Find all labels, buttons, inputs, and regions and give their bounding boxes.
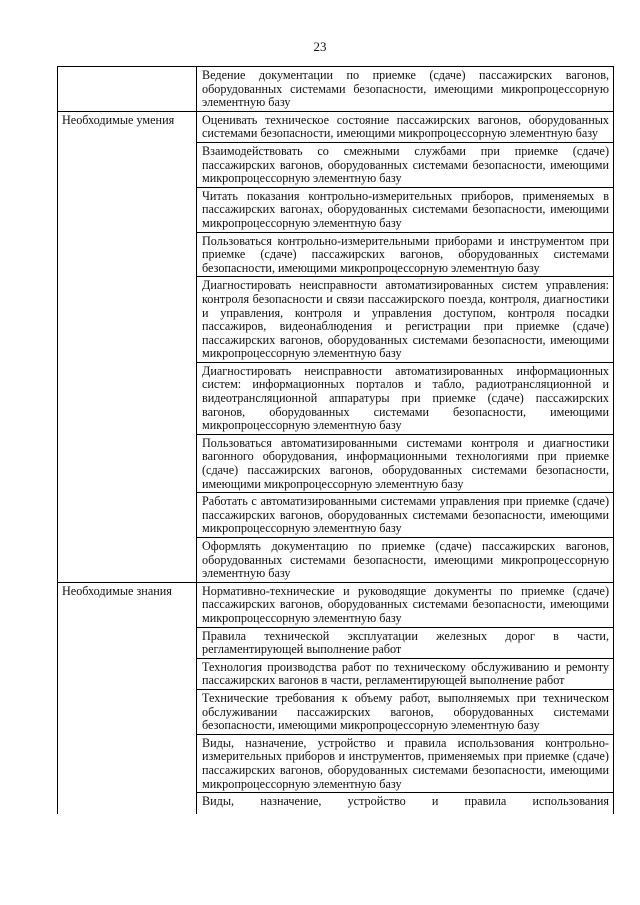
table-cell: Взаимодействовать со смежными службами при приемке (сдаче) пассажирских вагонов, оборудованных системами безопасности, имеющими микропроцессорную элементную базу — [197, 142, 614, 187]
row-label — [58, 67, 197, 112]
table-row — [58, 111, 614, 142]
table-row — [58, 67, 614, 112]
table-cell: Диагностировать неисправности автоматизированных информационных систем: информационных порталов и табло, радиотрансляционной и видеотрансляционной аппаратуры при приемке (сдаче) пассажирских вагонов, оборудованных системами безопасности, имеющими микропроцессорную элементную базу — [197, 362, 614, 434]
table-cell: Виды, назначение, устройство и правила использования — [197, 793, 614, 815]
table-cell: Технология производства работ по техническому обслуживанию и ремонту пассажирских вагонов в части, регламентирующей выполнение работ — [197, 658, 614, 689]
table-cell: Читать показания контрольно-измерительных приборов, применяемых в пассажирских вагонах, оборудованных системами безопасности, имеющими микропроцессорную элементную базу — [197, 187, 614, 232]
table-cell: Пользоваться контрольно-измерительными приборами и инструментом при приемке (сдаче) пассажирских вагонов, оборудованных системами безопасности, имеющими микропроцессорную элементную базу — [197, 232, 614, 277]
table-cell: Правила технической эксплуатации железных дорог в части, регламентирующей выполнение работ — [197, 627, 614, 658]
page-number: 23 — [313, 39, 327, 54]
table-cell: Работать с автоматизированными системами управления при приемке (сдаче) пассажирских вагонов, оборудованных системами безопасности, имеющими микропроцессорную элементную базу — [197, 493, 614, 538]
row-label-knowledge: Необходимые знания — [58, 582, 197, 814]
table-cell: Технические требования к объему работ, выполняемых при техническом обслуживании пассажирских вагонов, оборудованных системами безопасности, имеющими микропроцессорную элементную базу — [197, 689, 614, 734]
table-cell: Ведение документации по приемке (сдаче) пассажирских вагонов, оборудованных системами безопасности, имеющими микропроцессорную элементную базу — [197, 67, 614, 112]
table-cell: Нормативно-технические и руководящие документы по приемке (сдаче) пассажирских вагонов, оборудованных системами безопасности, имеющими микропроцессорную элементную базу — [197, 582, 614, 627]
table-row — [58, 582, 614, 627]
table-cell: Диагностировать неисправности автоматизированных систем управления: контроля безопасности и связи пассажирского поезда, контроля, диагностики и управления, контроля и управления доступом, контроля посадки пассажиров, видеонаблюдения и регистрации при приемке (сдаче) пассажирских вагонов, оборудованных системами безопасности, имеющими микропроцессорную элементную базу — [197, 277, 614, 363]
table-cell: Оценивать техническое состояние пассажирских вагонов, оборудованных системами безопасности, имеющими микропроцессорную элементную базу — [197, 111, 614, 142]
requirements-table — [57, 66, 614, 814]
table-cell: Пользоваться автоматизированными системами контроля и диагностики вагонного оборудования, информационными технологиями при приемке (сдаче) пассажирских вагонов, оборудованных системами безопасности, имеющими микропроцессорную элементную базу — [197, 434, 614, 492]
table-cell: Оформлять документацию по приемке (сдаче) пассажирских вагонов, оборудованных системами безопасности, имеющими микропроцессорную элементную базу — [197, 538, 614, 583]
table-cell: Виды, назначение, устройство и правила использования контрольно-измерительных приборов и инструментов, применяемых при приемке (сдаче) пассажирских вагонов, оборудованных системами безопасности, имеющими микропроцессорную элементную базу — [197, 734, 614, 792]
row-label-skills: Необходимые умения — [58, 111, 197, 582]
